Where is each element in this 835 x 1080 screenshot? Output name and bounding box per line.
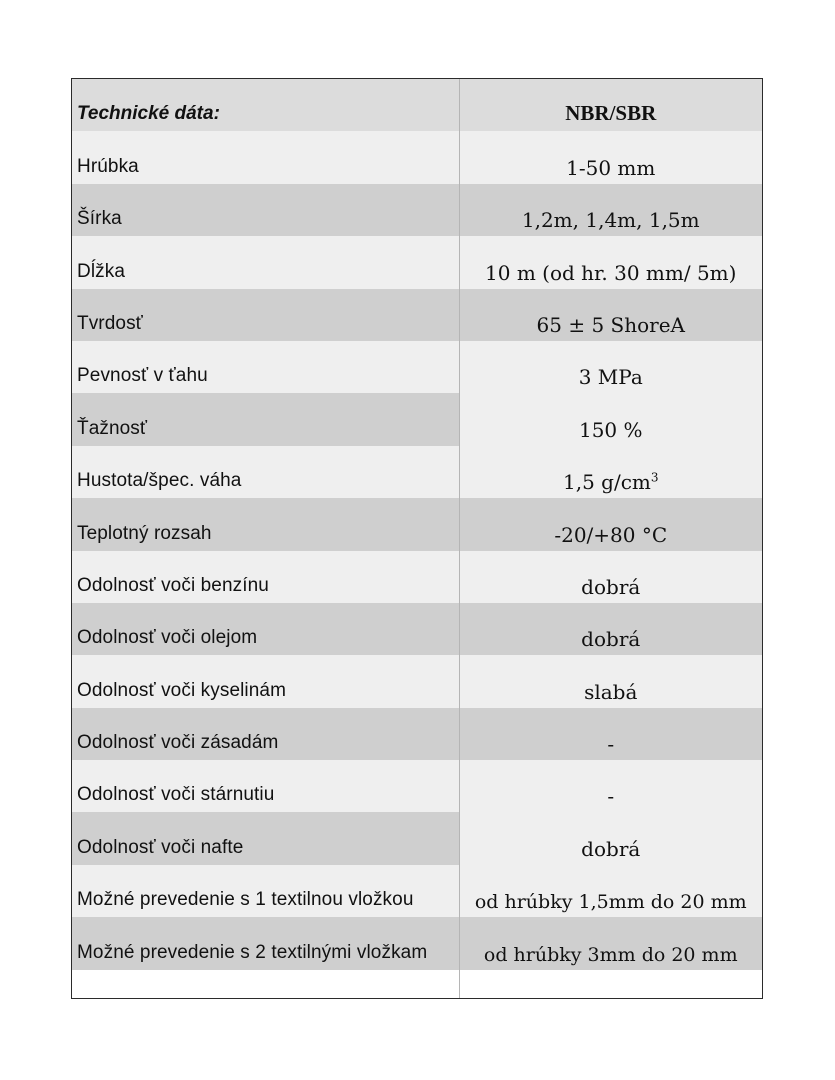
row-value: 150 % — [459, 393, 762, 445]
row-label: Tvrdosť — [72, 289, 459, 341]
row-label: Hrúbka — [72, 131, 459, 183]
row-label: Pevnosť v ťahu — [72, 341, 459, 393]
row-value: dobrá — [459, 551, 762, 603]
table-row — [72, 289, 762, 341]
row-value: 10 m (od hr. 30 mm/ 5m) — [459, 236, 762, 288]
table-row — [72, 865, 762, 917]
row-value: 65 ± 5 ShoreA — [459, 289, 762, 341]
table-row — [72, 551, 762, 603]
table-row — [72, 236, 762, 288]
row-label: Odolnosť voči stárnutiu — [72, 760, 459, 812]
row-value: od hrúbky 1,5mm do 20 mm — [459, 865, 762, 917]
row-value: -20/+80 °C — [459, 498, 762, 550]
row-label: Dĺžka — [72, 236, 459, 288]
row-value: - — [459, 708, 762, 760]
row-label: Odolnosť voči kyselinám — [72, 655, 459, 707]
row-value: slabá — [459, 655, 762, 707]
row-label: Odolnosť voči nafte — [72, 812, 459, 864]
table-row — [72, 184, 762, 236]
row-value: dobrá — [459, 812, 762, 864]
row-label: Možné prevedenie s 1 textilnou vložkou — [72, 865, 459, 917]
header-value: NBR/SBR — [459, 79, 762, 131]
table-row — [72, 603, 762, 655]
row-label: Hustota/špec. váha — [72, 446, 459, 498]
row-label: Možné prevedenie s 2 textilnými vložkam — [72, 917, 459, 969]
density-exponent: 3 — [650, 470, 659, 485]
header-label: Technické dáta: — [72, 79, 459, 131]
row-label: Odolnosť voči zásadám — [72, 708, 459, 760]
table-row — [72, 498, 762, 550]
table-empty-row — [72, 970, 762, 998]
table-row — [72, 812, 762, 864]
table-row — [72, 393, 762, 445]
row-label: Teplotný rozsah — [72, 498, 459, 550]
table-row — [72, 341, 762, 393]
table-row — [72, 131, 762, 183]
table-row — [72, 917, 762, 969]
density-value: 1,5 g/cm — [562, 470, 651, 495]
row-value: - — [459, 760, 762, 812]
row-label: Odolnosť voči olejom — [72, 603, 459, 655]
row-label: Šírka — [72, 184, 459, 236]
table-row — [72, 655, 762, 707]
empty-cell — [72, 970, 459, 998]
technical-data-table — [72, 79, 762, 998]
row-label: Odolnosť voči benzínu — [72, 551, 459, 603]
table-header-row — [72, 79, 762, 131]
table-row — [72, 708, 762, 760]
row-value — [459, 446, 762, 498]
table-row — [72, 760, 762, 812]
table-row — [72, 446, 762, 498]
row-value: 1,2m, 1,4m, 1,5m — [459, 184, 762, 236]
empty-cell — [459, 970, 762, 998]
row-value: 1-50 mm — [459, 131, 762, 183]
row-value: 3 MPa — [459, 341, 762, 393]
spec-sheet — [71, 78, 763, 999]
row-label: Ťažnosť — [72, 393, 459, 445]
row-value: dobrá — [459, 603, 762, 655]
row-value: od hrúbky 3mm do 20 mm — [459, 917, 762, 969]
